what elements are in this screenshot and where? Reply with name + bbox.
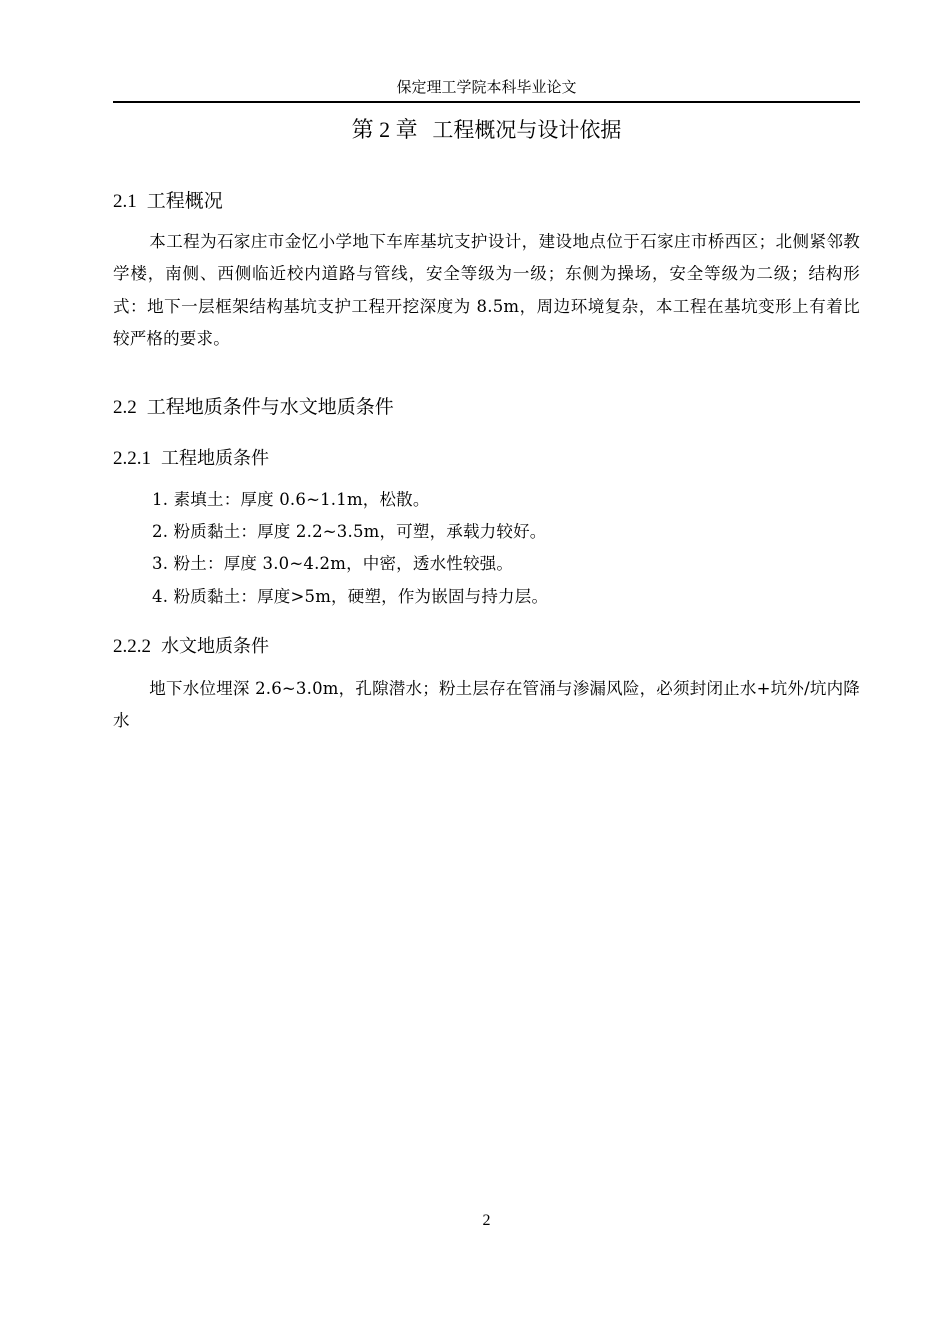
section-number: 2.2.1 (113, 448, 151, 469)
section-title: 工程地质条件与水文地质条件 (146, 396, 394, 418)
chapter-title (113, 114, 860, 146)
running-header (113, 74, 860, 103)
section-heading-2-1 (113, 187, 223, 216)
section-number: 2.1 (113, 191, 137, 212)
list-item-soil-layer-3: 3. 粉土：厚度 3.0~4.2m，中密，透水性较强。 (152, 554, 514, 573)
running-header-title: 保定理工学院本科毕业论文 (396, 78, 577, 96)
section-number: 2.2 (113, 397, 137, 418)
paragraph-project-overview: 本工程为石家庄市金忆小学地下车库基坑支护设计，建设地点位于石家庄市桥西区；北侧紧邻教学楼，南侧、西侧临近校内道路与管线，安全等级为一级；东侧为操场，安全等级为二级；结构形式：地下一层框架结构基坑支护工程开挖深度为 8.5m，周边环境复杂，本工程在基坑变形上有着比较严格的要求。 (113, 232, 860, 348)
list-item-soil-layer-2: 2. 粉质黏土：厚度 2.2~3.5m，可塑，承载力较好。 (152, 522, 547, 541)
section-heading-2-2 (113, 393, 394, 422)
chapter-title-text: 工程概况与设计依据 (432, 118, 622, 142)
section-title: 工程地质条件 (161, 448, 269, 469)
chapter-number: 第 2 章 (351, 117, 418, 142)
section-title: 水文地质条件 (161, 636, 269, 657)
section-heading-2-2-1 (113, 446, 269, 472)
section-number: 2.2.2 (113, 636, 151, 657)
section-title: 工程概况 (146, 190, 223, 212)
section-heading-2-2-2 (113, 634, 269, 660)
list-item-soil-layer-4: 4. 粉质黏土：厚度>5m，硬塑，作为嵌固与持力层。 (152, 587, 549, 606)
paragraph-hydrogeology: 地下水位埋深 2.6~3.0m，孔隙潜水；粉土层存在管涌与渗漏风险，必须封闭止水+坑外/坑内降水 (113, 679, 860, 731)
page-number: 2 (482, 1212, 491, 1229)
list-item-soil-layer-1: 1. 素填土：厚度 0.6~1.1m，松散。 (152, 490, 430, 509)
